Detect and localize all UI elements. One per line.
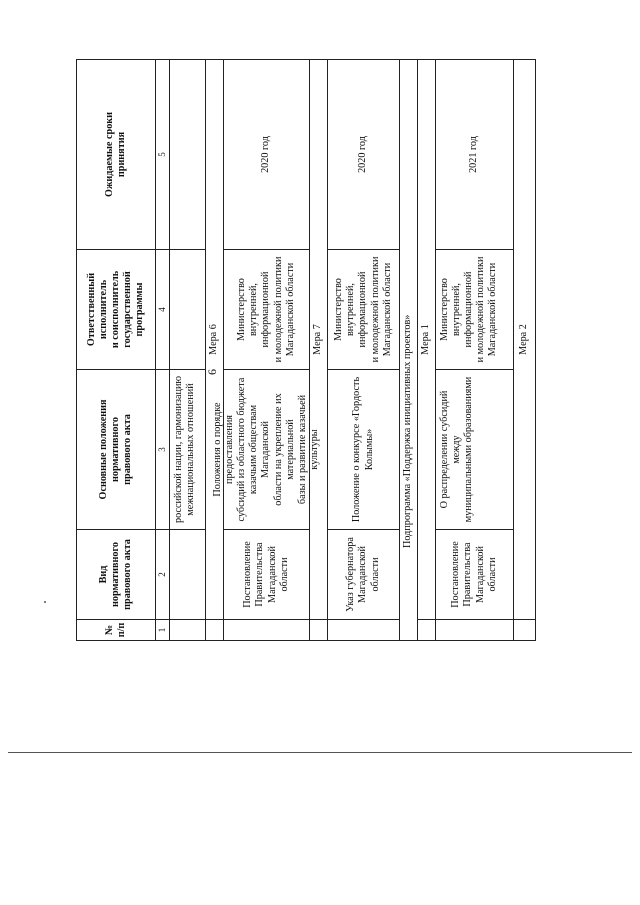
measure-row <box>513 60 535 640</box>
regulatory-acts-table <box>76 59 536 641</box>
table-row <box>169 60 205 640</box>
cell-number <box>206 620 223 640</box>
cell-number <box>436 620 513 640</box>
header-responsible-executor: Ответственный исполнитель и соисполнитель государственной программы <box>77 250 155 370</box>
table-border <box>76 59 536 641</box>
column-number-1: 1 <box>157 627 168 633</box>
cell-main-provisions: Положения о порядке предоставления субсидий из областного бюджета казачьим обществам Магаданской области на укрепление их материальной базы и развитие казачьей культуры <box>224 370 309 530</box>
cell-act-type <box>170 530 205 620</box>
cell-responsible: Министерство внутренней, информационной и молодежной политики Магаданской области <box>328 250 399 370</box>
measure-row <box>309 60 327 640</box>
cell-responsible <box>170 250 205 370</box>
cell-number <box>418 620 435 640</box>
cell-act-type: Постановление Правительства Магаданской области <box>224 530 309 620</box>
header-expected-dates: Ожидаемые сроки принятия <box>77 60 155 250</box>
cell-responsible: Министерство внутренней, информационной и молодежной политики Магаданской области <box>224 250 309 370</box>
header-act-type: Вид нормативного правового акта <box>77 530 155 620</box>
measure-1-text: Мера 1 <box>420 324 432 355</box>
column-number-3: 3 <box>156 370 169 530</box>
cell-main-provisions: Положение о конкурсе «Гордость Колымы» <box>328 370 399 530</box>
column-number-2: 2 <box>156 530 169 620</box>
table-header-row <box>77 60 155 640</box>
measure-2-label <box>514 60 535 620</box>
header-number: № п/п <box>103 622 127 638</box>
header-main-provisions: Основные положения нормативного правового акта <box>77 370 155 530</box>
measure-row <box>205 60 223 640</box>
cell-dates: 2020 год <box>328 60 399 250</box>
measure-6-label <box>206 60 223 620</box>
subprogram-row <box>399 60 417 640</box>
cell-act-type: Указ губернатора Магаданской области <box>328 530 399 620</box>
column-number-4: 4 <box>156 250 169 370</box>
column-numbers-row <box>155 60 169 640</box>
cell-act-type: Постановление Правительства Магаданской области <box>436 530 513 620</box>
cell-number <box>514 620 535 640</box>
cell-number <box>224 620 309 640</box>
measure-7-label <box>310 60 327 620</box>
scan-speck <box>44 601 46 603</box>
cell-dates <box>170 60 205 250</box>
column-number-5: 5 <box>156 60 169 250</box>
cell-number <box>328 620 399 640</box>
cell-main-provisions: О распределении субсидий между муниципальными образованиями <box>436 370 513 530</box>
measure-row <box>417 60 435 640</box>
table-row <box>327 60 399 640</box>
cell-number <box>310 620 327 640</box>
measure-6-text: Мера 6 <box>208 324 220 355</box>
cell-responsible: Министерство внутренней, информационной и молодежной политики Магаданской области <box>436 250 513 370</box>
cell-main-provisions: российской нации, гармонизацию межнациональных отношений <box>170 370 205 530</box>
measure-1-label <box>418 60 435 620</box>
cell-number <box>170 620 205 640</box>
table-row <box>435 60 513 640</box>
subprogram-title: Подпрограмма «Поддержка инициативных проектов» <box>402 314 414 548</box>
cell-dates: 2020 год <box>224 60 309 250</box>
measure-2-text: Мера 2 <box>518 324 530 355</box>
page-number: 6 <box>205 369 219 375</box>
cell-dates: 2021 год <box>436 60 513 250</box>
measure-7-text: Мера 7 <box>312 324 324 355</box>
rotated-table-frame <box>76 59 536 641</box>
horizontal-rule <box>8 752 632 753</box>
